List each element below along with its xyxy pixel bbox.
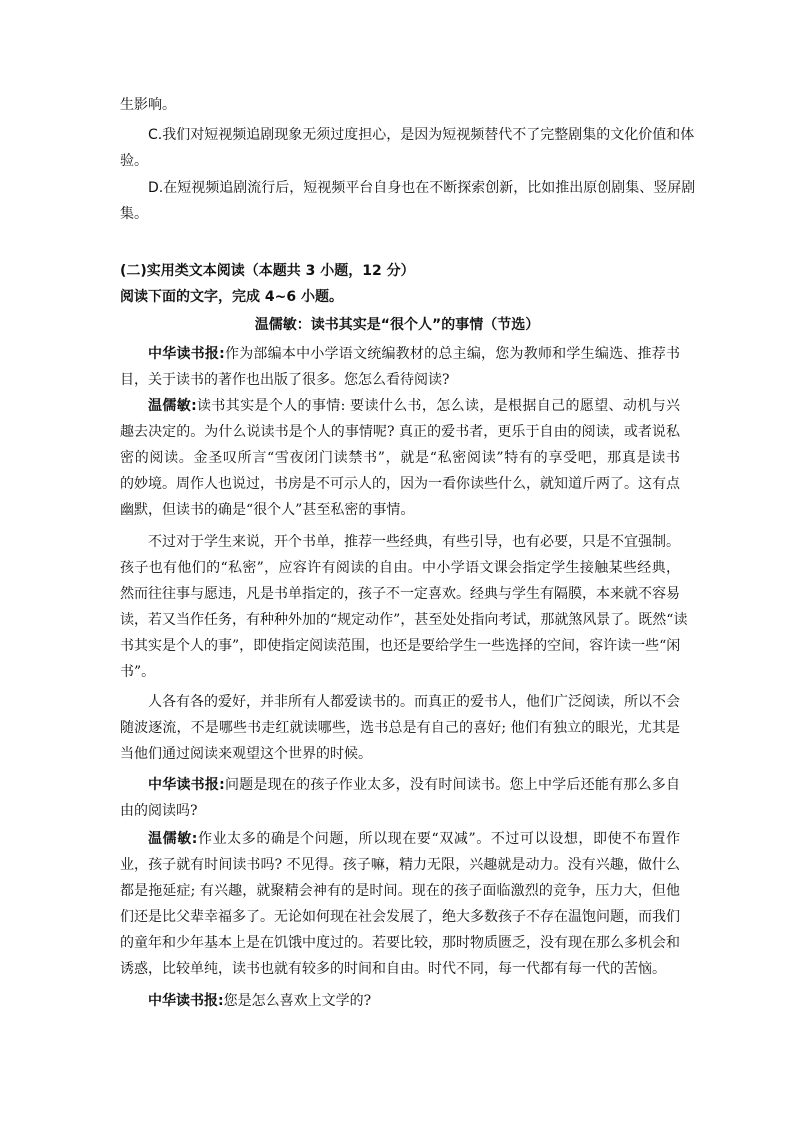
speaker-label: 中华读书报:	[148, 346, 225, 362]
paragraph-1	[120, 341, 680, 393]
option-c-line-1: C.我们对短视频追剧现象无须过度担心，是因为短视频替代不了完整剧集的文化价值和体	[148, 127, 695, 143]
paragraph-line: 读，若又当作任务，有种种外加的“规定动作”，甚至处处指向考试，那就煞风景了。既然“读	[120, 612, 688, 628]
speaker-label: 中华读书报:	[148, 777, 225, 793]
paragraph-line: 随波逐流，不是哪些书走红就读哪些，选书总是有自己的喜好; 他们有独立的眼光，尤其是	[120, 720, 680, 736]
paragraph-4	[120, 689, 680, 767]
article-title: 温儒敏：读书其实是“很个人”的事情（节选）	[254, 317, 540, 333]
paragraph-line: 诱惑，比较单纯，读书也就有较多的时间和自由。时代不同，每一代都有每一代的苦恼。	[120, 961, 666, 977]
paragraph-7	[120, 988, 680, 1014]
paragraph-line: 的妙境。周作人也说过，书房是不可示人的，因为一看你读些什么，就知道斤两了。这有点	[120, 476, 680, 492]
paragraph-line: 孩子也有他们的“私密”，应容许有阅读的自由。中小学语文课会指定学生接触某些经典，	[120, 560, 680, 576]
paragraph-line	[120, 772, 680, 798]
paragraph-line: 趣去决定的。为什么说读书是个人的事情呢? 真正的爱书者，更乐于自由的阅读，或者说私	[120, 424, 680, 440]
paragraph-line	[120, 393, 680, 419]
paragraph-line: 的童年和少年基本上是在饥饿中度过的。若要比较，那时物质匮乏，没有现在那么多机会和	[120, 935, 680, 951]
paragraph-line: 都是拖延症; 有兴趣，就聚精会神有的是时间。现在的孩子面临激烈的竞争，压力大，但他	[120, 883, 680, 899]
paragraph-line	[120, 988, 680, 1014]
paragraph-text: 您是怎么喜欢上文学的?	[223, 993, 372, 1009]
paragraph-text: 问题是现在的孩子作业太多，没有时间读书。您上中学后还能有那么多自	[224, 777, 680, 793]
paragraph-line: 然而往往事与愿违，凡是书单指定的，孩子不一定喜欢。经典与学生有隔膜，本来就不容易	[120, 586, 680, 602]
paragraph-line	[120, 341, 680, 367]
speaker-label: 中华读书报:	[148, 993, 224, 1009]
speaker-label: 温儒敏:	[148, 398, 197, 414]
speaker-label: 温儒敏:	[148, 831, 198, 847]
paragraph-line: 业，孩子就有时间读书吗? 不见得。孩子嘛，精力无限，兴趣就是动力。没有兴趣，做什么	[120, 857, 680, 873]
option-b-tail	[120, 92, 680, 118]
paragraph-text: 作业太多的确是个问题，所以现在要“双减”。不过可以设想，即使不布置作	[197, 831, 680, 847]
section-instruction: 阅读下面的文字，完成 4~6 小题。	[120, 289, 343, 305]
option-d	[120, 175, 696, 227]
paragraph-line: 密的阅读。金圣叹所言“雪夜闭门读禁书”，就是“私密阅读”特有的享受吧，那真是读书	[120, 450, 680, 466]
paragraph-line: 书其实是个人的事”，即使指定阅读范围，也还是要给学生一些选择的空间，容许读一些“闲	[120, 638, 681, 654]
option-c-line-2: 验。	[120, 153, 148, 169]
paragraph-line: 由的阅读吗?	[120, 803, 198, 819]
paragraph-line: 幽默，但读书的确是“很个人”甚至私密的事情。	[120, 502, 415, 518]
paragraph-3	[120, 529, 688, 685]
paragraph-line: 不过对于学生来说，开个书单，推荐一些经典，有些引导，也有必要，只是不宜强制。	[148, 534, 680, 550]
paragraph-line: 当他们通过阅读来观望这个世界的时候。	[120, 746, 372, 762]
paragraph-5	[120, 772, 680, 824]
paragraph-line: 目，关于读书的著作也出版了很多。您怎么看待阅读?	[120, 372, 450, 388]
paragraph-line: 们还是比父辈幸福多了。无论如何现在社会发展了，绝大多数孩子不存在温饱问题，而我们	[120, 909, 680, 925]
option-d-line-2: 集。	[120, 206, 148, 222]
section-heading-block	[120, 258, 680, 310]
paragraph-line: 人各有各的爱好，并非所有人都爱读书的。而真正的爱书人，他们广泛阅读，所以不会	[148, 694, 680, 710]
paragraph-line: 书”。	[120, 664, 156, 680]
paragraph-text: 读书其实是个人的事情: 要读什么书，怎么读，是根据自己的愿望、动机与兴	[196, 398, 680, 414]
paragraph-6	[120, 826, 680, 982]
option-b-line: 生影响。	[120, 97, 176, 113]
paragraph-text: 作为部编本中小学语文统编教材的总主编，您为教师和学生编选、推荐书	[224, 346, 680, 362]
paragraph-line	[120, 826, 680, 852]
option-d-line-1: D.在短视频追剧流行后，短视频平台自身也在不断探索创新，比如推出原创剧集、竖屏剧	[148, 180, 696, 196]
paragraph-2	[120, 393, 680, 523]
option-c	[120, 122, 695, 174]
section-heading: (二)实用类文本阅读（本题共 3 小题，12 分）	[120, 263, 415, 279]
